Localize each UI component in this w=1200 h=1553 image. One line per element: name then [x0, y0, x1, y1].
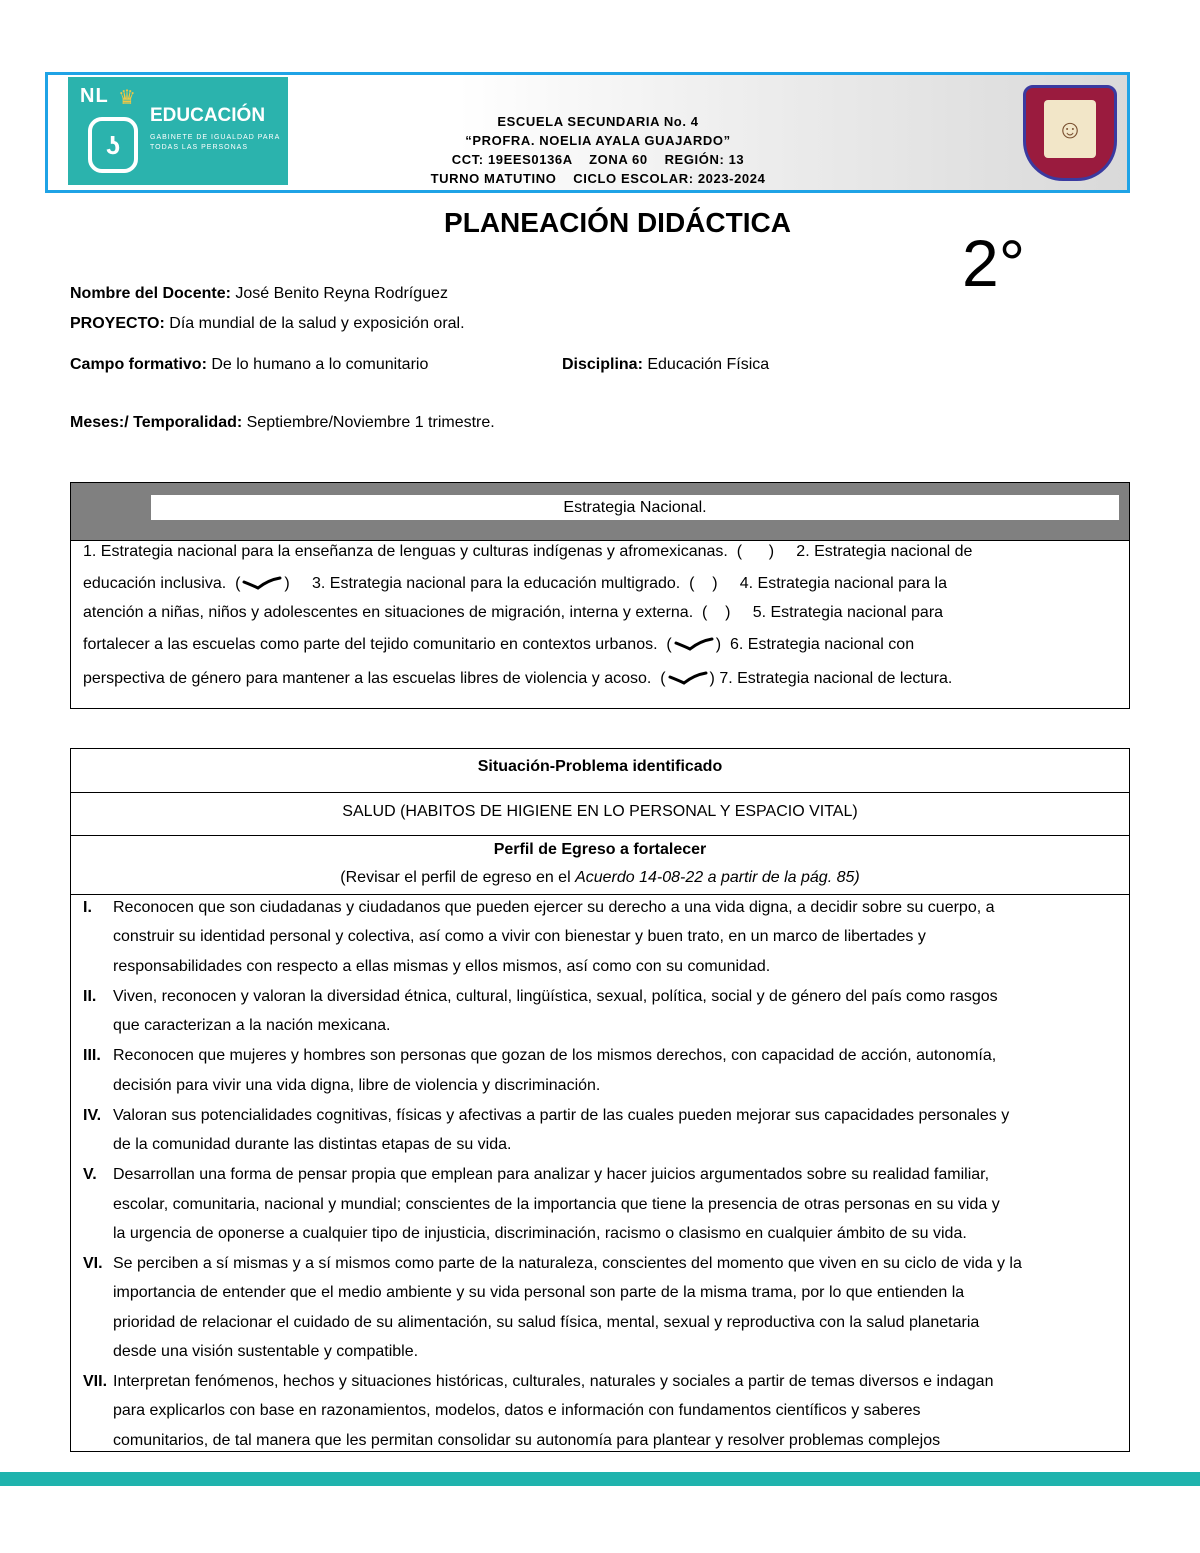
estrategia-header: [71, 483, 1129, 541]
perfil-item-text: que caracterizan a la nación mexicana.: [113, 1017, 391, 1035]
estrategia-header-label: Estrategia Nacional.: [151, 495, 1119, 520]
logo-nl-text: NL: [80, 85, 109, 107]
docente-field: [70, 285, 448, 303]
estrategia-text: ) 3. Estrategia nacional para la educación multigrado. ( ) 4. Estrategia nacional para la: [284, 575, 947, 592]
perfil-header: Perfil de Egreso a fortalecer: [493, 841, 707, 858]
school-name: ESCUELA SECUNDARIA No. 4: [497, 114, 699, 129]
checkmark-icon: [672, 637, 716, 653]
perfil-item-text: construir su identidad personal y colectiva, así como a vivir con bienestar y buen trato, en un marco de libertades y: [113, 928, 926, 946]
perfil-item-text: escolar, comunitaria, nacional y mundial; conscientes de la importancia que tiene la presencia de otras personas en su vida y: [113, 1195, 1000, 1213]
footer-bar: [0, 1472, 1200, 1486]
perfil-item-text: desde una visión sustentable y compatible.: [113, 1342, 419, 1360]
emblem-icon: ʖ: [88, 117, 138, 173]
perfil-note: (Revisar el perfil de egreso en el: [340, 869, 576, 886]
proyecto-field: [70, 315, 465, 333]
page-title: PLANEACIÓN DIDÁCTICA: [444, 207, 791, 238]
school-turno: TURNO MATUTINO CICLO ESCOLAR: 2023-2024: [430, 171, 766, 186]
docente-value: José Benito Reyna Rodríguez: [230, 285, 448, 302]
perfil-item-text: de la comunidad durante las distintas etapas de su vida.: [113, 1136, 512, 1154]
school-cct: CCT: 19EES0136A ZONA 60 REGIÓN: 13: [451, 152, 745, 167]
perfil-item-number: VII.: [83, 1373, 108, 1391]
situacion-value: SALUD (HABITOS DE HIGIENE EN LO PERSONAL Y ESPACIO VITAL): [342, 803, 858, 820]
perfil-header-row: [71, 835, 1129, 895]
estrategia-text: 1. Estrategia nacional para la enseñanza de lenguas y culturas indígenas y afromexicanas. ( ) 2. Estrategia nacional de: [83, 543, 973, 560]
estrategia-text: fortalecer a las escuelas como parte del tejido comunitario en contextos urbanos. (: [83, 636, 672, 653]
estrategia-text: perspectiva de género para mantener a las escuelas libres de violencia y acoso. (: [83, 670, 666, 687]
perfil-item-text: decisión para vivir una vida digna, libre de violencia y discriminación.: [113, 1076, 601, 1094]
estrategia-line: [83, 575, 947, 593]
perfil-item-text: Valoran sus potencialidades cognitivas, físicas y afectivas a partir de las cuales pueden mejorar sus capacidades personales y: [113, 1106, 1010, 1124]
perfil-item-number: I.: [83, 899, 92, 916]
school-seal-logo: [1023, 85, 1117, 181]
proyecto-value: Día mundial de la salud y exposición oral.: [164, 315, 465, 332]
perfil-item-number: II.: [83, 987, 97, 1005]
perfil-item-number: VI.: [83, 1254, 103, 1272]
logo-edu-text: EDUCACIÓN: [150, 105, 266, 126]
estrategia-table: [70, 482, 1130, 709]
school-honoree: “PROFRA. NOELIA AYALA GUAJARDO”: [465, 133, 731, 148]
campo-field: [70, 356, 428, 374]
estrategia-line: [83, 636, 914, 654]
campo-value: De lo humano a lo comunitario: [206, 356, 429, 373]
disciplina-label: Disciplina:: [562, 356, 643, 373]
estrategia-text: atención a niñas, niños y adolescentes en situaciones de migración, interna y externa. ( ) 5. Estrategia nacional para: [83, 604, 944, 621]
school-info: [298, 112, 898, 188]
perfil-item-number: III.: [83, 1047, 101, 1065]
situacion-value-row: [71, 792, 1129, 836]
estrategia-text: educación inclusiva. (: [83, 575, 241, 592]
portrait-icon: ☺: [1044, 100, 1096, 158]
estrategia-line: [83, 670, 952, 688]
disciplina-value: Educación Física: [642, 356, 770, 373]
checkmark-icon: [666, 671, 710, 687]
meses-label: Meses:/ Temporalidad:: [70, 414, 243, 431]
estrategia-text: ) 7. Estrategia nacional de lectura.: [709, 670, 953, 687]
perfil-item-text: comunitarios, de tal manera que les permitan consolidar su autonomía para plantear y resolver problemas complejos: [113, 1431, 941, 1449]
situacion-header: Situación-Problema identificado: [477, 758, 723, 775]
perfil-item-text: Desarrollan una forma de pensar propia que emplean para analizar y hacer juicios argumentados sobre su realidad familiar,: [113, 1166, 990, 1184]
perfil-item-text: Reconocen que son ciudadanas y ciudadanos que pueden ejercer su derecho a una vida digna, a decidir sobre su cuerpo, a: [113, 899, 995, 916]
meses-field: [70, 414, 495, 432]
perfil-item-number: IV.: [83, 1106, 102, 1124]
perfil-item-text: responsabilidades con respecto a ellas mismas y ellos mismos, así como con su comunidad.: [113, 957, 771, 975]
perfil-item-text: Reconocen que mujeres y hombres son personas que gozan de los mismos derechos, con capacidad de acción, autonomía,: [113, 1047, 997, 1065]
perfil-item-text: Interpretan fenómenos, hechos y situaciones históricas, culturales, naturales y sociales a partir de temas diversos e indagan: [113, 1373, 994, 1391]
estrategia-line: [83, 604, 943, 622]
nl-education-logo: [68, 77, 288, 185]
perfil-item-text: Viven, reconocen y valoran la diversidad étnica, cultural, lingüística, sexual, política, social y de género del país como rasgos: [113, 987, 998, 1005]
estrategia-text: ) 6. Estrategia nacional con: [715, 636, 915, 653]
checkmark-icon: [240, 576, 284, 592]
perfil-item-text: para explicarlos con base en razonamientos, modelos, datos e información con fundamentos científicos y saberes: [113, 1402, 921, 1420]
situacion-header-row: [71, 749, 1129, 793]
docente-label: Nombre del Docente:: [70, 285, 231, 302]
crown-icon: ♛: [118, 87, 136, 109]
logo-sub-text: GABINETE DE IGUALDAD PARA TODAS LAS PERSONAS: [150, 134, 280, 151]
meses-value: Septiembre/Noviembre 1 trimestre.: [242, 414, 495, 431]
header-banner: [45, 72, 1130, 193]
proyecto-label: PROYECTO:: [70, 315, 165, 332]
campo-label: Campo formativo:: [70, 356, 207, 373]
perfil-table: [70, 748, 1130, 1452]
perfil-item-text: Se perciben a sí mismas y a sí mismos como parte de la naturaleza, conscientes del momento que viven en su ciclo de vida y la: [113, 1254, 1022, 1272]
perfil-item-text: la urgencia de oponerse a cualquier tipo de injusticia, discriminación, racismo o clasismo en cualquier ámbito de su vida.: [113, 1224, 967, 1242]
perfil-item-text: prioridad de relacionar el cuidado de su alimentación, su salud física, mental, sexual y reproductiva con la salud planetaria: [113, 1313, 980, 1331]
perfil-item-number: V.: [83, 1166, 97, 1184]
disciplina-field: [562, 356, 769, 374]
estrategia-line: [83, 543, 972, 561]
perfil-item-text: importancia de entender que el medio ambiente y su vida personal son parte de la misma trama, por lo que entienden la: [113, 1284, 965, 1302]
grade-label: 2°: [962, 226, 1026, 300]
perfil-note-italic: Acuerdo 14-08-22 a partir de la pág. 85): [575, 869, 860, 886]
